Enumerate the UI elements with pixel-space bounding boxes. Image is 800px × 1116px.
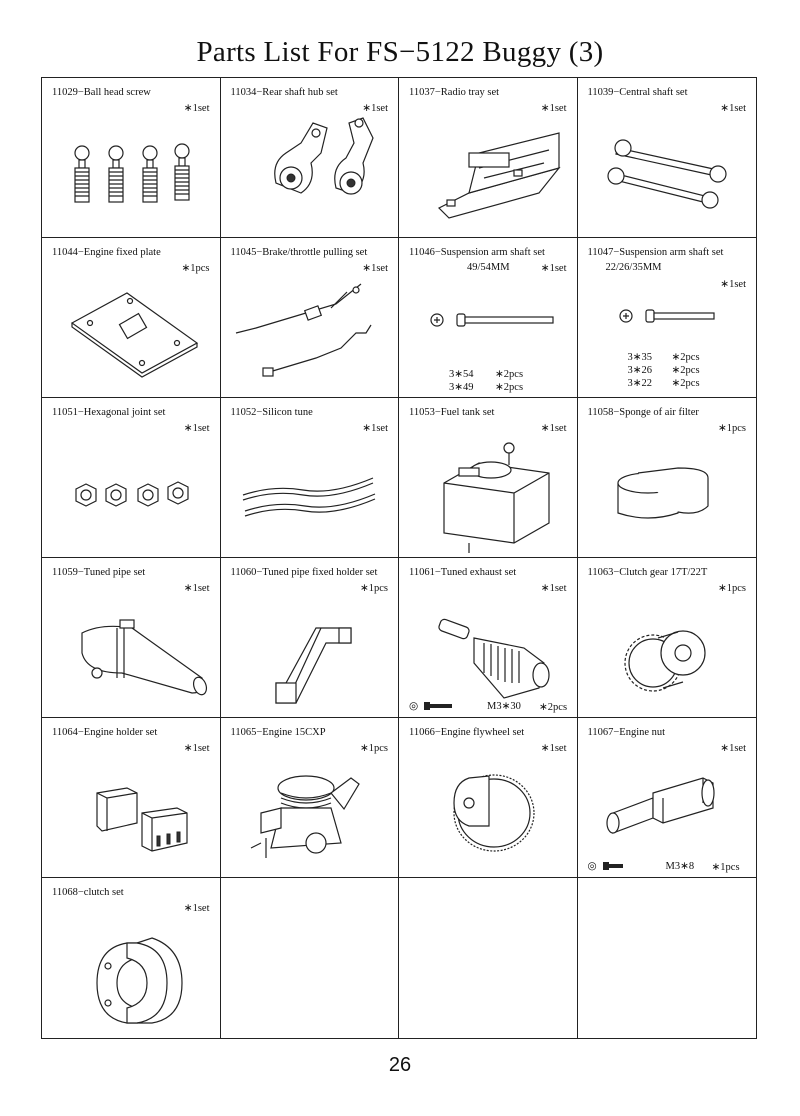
part-sub: 49/54MM [467, 262, 510, 273]
part-qty: ∗1set [183, 743, 210, 754]
part-name: 11064−Engine holder set [52, 727, 158, 738]
part-qty: ∗1set [540, 423, 567, 434]
part-name: 11051−Hexagonal joint set [52, 407, 166, 418]
part-cell [42, 238, 221, 398]
spec-size: 3∗49 [449, 382, 474, 393]
part-qty: ∗1set [720, 743, 746, 754]
spec-count: ∗2pcs [495, 382, 524, 393]
spec-size: 3∗54 [449, 369, 474, 380]
part-cell [399, 238, 578, 398]
part-name: 11053−Fuel tank set [409, 407, 495, 418]
part-cell [221, 78, 400, 238]
part-qty: ∗1set [540, 263, 567, 274]
part-qty: ∗1set [362, 263, 388, 274]
part-name: 11039−Central shaft set [587, 87, 688, 98]
part-name: 11045−Brake/throttle pulling set [230, 247, 368, 258]
part-cell [578, 558, 757, 718]
part-cell [578, 398, 757, 558]
part-qty: ∗1set [720, 103, 746, 114]
spec-size: M3∗30 [487, 701, 521, 712]
part-cell [42, 398, 221, 558]
radio-tray-illustration [399, 78, 577, 238]
screw-icon [423, 701, 453, 711]
part-name: 11063−Clutch gear 17T/22T [587, 567, 708, 578]
part-qty: ∗1set [540, 103, 567, 114]
part-cell [221, 398, 400, 558]
flywheel-illustration [399, 718, 577, 878]
part-sub: 22/26/35MM [605, 262, 662, 273]
ball-head-screw-illustration [42, 78, 220, 238]
air-filter-sponge-illustration [578, 398, 756, 558]
part-qty: ∗1pcs [181, 263, 210, 274]
spec-size: 3∗26 [627, 365, 653, 376]
part-cell [221, 558, 400, 718]
part-name: 11037−Radio tray set [409, 87, 500, 98]
part-cell [221, 238, 400, 398]
engine-illustration [221, 718, 399, 878]
parts-grid [41, 77, 757, 1039]
part-qty: ∗1pcs [359, 583, 388, 594]
part-qty: ∗1set [183, 423, 210, 434]
part-cell [399, 558, 578, 718]
spec-count: ∗2pcs [671, 352, 700, 363]
spec-count: ∗2pcs [671, 365, 700, 376]
part-name: 11046−Suspension arm shaft set [409, 247, 545, 258]
part-cell [42, 718, 221, 878]
part-qty: ∗1set [720, 279, 746, 290]
part-qty: ∗1pcs [717, 583, 746, 594]
part-qty: ∗1set [362, 423, 388, 434]
arm-shaft-illustration [578, 238, 756, 398]
part-name: 11058−Sponge of air filter [587, 407, 699, 418]
part-name: 11061−Tuned exhaust set [409, 567, 517, 578]
part-cell [578, 718, 757, 878]
part-qty: ∗1pcs [717, 423, 746, 434]
arm-shaft-illustration [399, 238, 577, 398]
part-name: 11059−Tuned pipe set [52, 567, 146, 578]
part-qty: ∗1set [183, 103, 210, 114]
engine-holder-illustration [42, 718, 220, 878]
engine-plate-illustration [42, 238, 220, 398]
empty-cell [221, 878, 400, 1038]
spec-count: ∗2pcs [671, 378, 700, 389]
clutch-illustration [42, 878, 220, 1038]
part-name: 11047−Suspension arm shaft set [587, 247, 724, 258]
fuel-tank-illustration [399, 398, 577, 558]
part-name: 11067−Engine nut [587, 727, 666, 738]
part-cell [578, 78, 757, 238]
spec-count: ∗1pcs [711, 862, 740, 873]
part-name: 11052−Silicon tune [230, 407, 313, 418]
washer-icon: ◎ [587, 861, 597, 872]
silicon-tube-illustration [221, 398, 399, 558]
spec-size: 3∗22 [627, 378, 653, 389]
part-qty: ∗1set [362, 103, 388, 114]
empty-cell [399, 878, 578, 1038]
spec-count: ∗2pcs [539, 702, 568, 713]
part-cell [42, 558, 221, 718]
part-name: 11044−Engine fixed plate [52, 247, 161, 258]
part-cell [42, 78, 221, 238]
washer-icon: ◎ [409, 701, 419, 712]
part-name: 11065−Engine 15CXP [230, 727, 326, 738]
part-qty: ∗1set [183, 903, 210, 914]
pipe-holder-illustration [221, 558, 399, 718]
part-cell [399, 718, 578, 878]
spec-size: 3∗35 [627, 352, 653, 363]
part-qty: ∗1set [540, 583, 567, 594]
part-name: 11034−Rear shaft hub set [230, 87, 338, 98]
tuned-exhaust-illustration [399, 558, 577, 718]
rear-shaft-hub-illustration [221, 78, 399, 238]
part-cell [399, 398, 578, 558]
hex-joint-illustration [42, 398, 220, 558]
part-name: 11066−Engine flywheel set [409, 727, 525, 738]
part-qty: ∗1pcs [359, 743, 388, 754]
part-cell [42, 878, 221, 1038]
part-cell [578, 238, 757, 398]
part-cell [221, 718, 400, 878]
part-cell [399, 78, 578, 238]
part-name: 11068−clutch set [52, 887, 124, 898]
part-name: 11060−Tuned pipe fixed holder set [230, 567, 378, 578]
clutch-gear-illustration [578, 558, 756, 718]
spec-count: ∗2pcs [495, 369, 524, 380]
central-shaft-illustration [578, 78, 756, 238]
throttle-linkage-illustration [221, 238, 399, 398]
empty-cell [578, 878, 757, 1038]
part-name: 11029−Ball head screw [52, 87, 151, 98]
part-qty: ∗1set [540, 743, 567, 754]
engine-nut-illustration [578, 718, 756, 878]
tuned-pipe-illustration [42, 558, 220, 718]
spec-size: M3∗8 [665, 861, 695, 872]
screw-icon [602, 861, 626, 871]
page-number: 26 [388, 1054, 412, 1076]
page-title: Parts List For FS−5122 Buggy (3) [196, 36, 604, 68]
part-qty: ∗1set [183, 583, 210, 594]
